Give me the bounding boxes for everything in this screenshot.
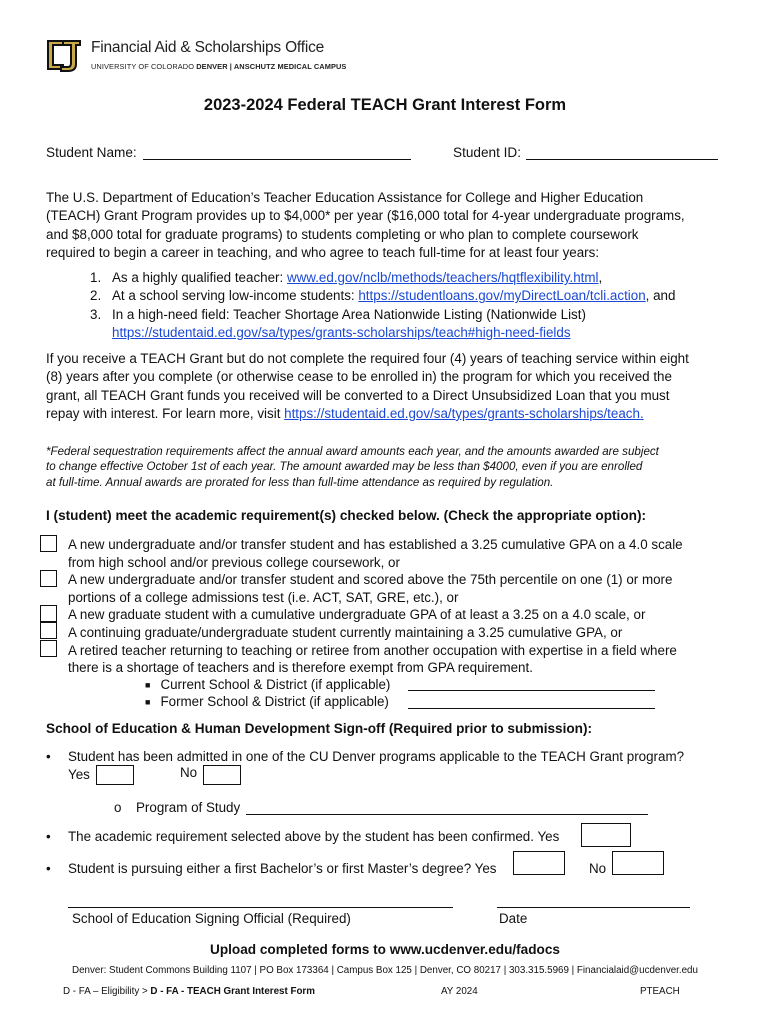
office-address: Denver: Student Commons Building 1107 | PO Box 173364 | Campus Box 125 | Denver, CO 80217 | 303.315.5969 | Financialaid@ucdenver.edu [72, 965, 698, 976]
admitted-no-box[interactable] [203, 765, 241, 785]
teaching-options-list [90, 269, 710, 342]
square-bullet-icon: ■ [145, 680, 151, 690]
student-name-label: Student Name: [46, 145, 137, 160]
admitted-yes-label: Yes [68, 767, 90, 782]
date-line[interactable] [497, 894, 690, 908]
program-of-study-field[interactable] [246, 801, 648, 815]
requirement-confirmed-question: The academic requirement selected above by the student has been confirmed. Yes [68, 829, 560, 844]
continuing-checkbox[interactable] [40, 622, 57, 639]
upload-instructions: Upload completed forms to www.ucdenver.edu/fadocs [210, 942, 560, 957]
test-score-checkbox[interactable] [40, 570, 57, 587]
admitted-no-label: No [180, 765, 198, 780]
cu-logo [44, 34, 84, 76]
tcli-link[interactable]: https://studentloans.gov/myDirectLoan/tcli.action [358, 288, 646, 304]
official-signature-line[interactable] [68, 894, 453, 908]
circle-bullet-icon: o [114, 800, 122, 815]
admitted-yes-box[interactable] [96, 765, 134, 785]
graduate-checkbox[interactable] [40, 605, 57, 622]
signoff-heading: School of Education & Human Development Sign-off (Required prior to submission): [46, 721, 593, 736]
first-degree-no-box[interactable] [612, 851, 664, 875]
date-label: Date [499, 911, 528, 926]
first-degree-yes-box[interactable] [513, 851, 565, 875]
retired-teacher-checkbox[interactable] [40, 640, 57, 657]
official-signature-label: School of Education Signing Official (Required) [72, 911, 351, 926]
intro-line: and $8,000 total for graduate programs) to students completing or who plan to complete coursework [46, 226, 639, 242]
list-item [90, 324, 710, 342]
first-degree-no-label: No [589, 861, 607, 876]
admitted-question: Student has been admitted in one of the CU Denver programs applicable to the TEACH Grant program? [68, 749, 685, 764]
intro-paragraph [46, 189, 726, 262]
student-name-field[interactable] [143, 146, 411, 160]
bullet-dot-icon: • [46, 829, 51, 844]
breadcrumb: D - FA – Eligibility > D - FA - TEACH Grant Interest Form [63, 986, 315, 997]
intro-line: required to begin a career in teaching, and who agree to teach full-time for at least four years: [46, 244, 600, 260]
bullet-dot-icon: • [46, 861, 51, 876]
requirement-options: A new undergraduate and/or transfer student and has established a 3.25 cumulative GPA on a 4.0 scale from high school and/or previous college coursework, or A new undergraduate and/or transfer student and scored above the 75th percentile on one (1) or more portions of a college admissions test (i.e. ACT, SAT, GRE, etc.), or A new graduate student with a cumulative undergraduate GPA of at least a 3.25 on a 4.0 scale, or A continuing graduate/undergraduate student currently maintaining a 3.25 cumulative GPA, or A retired teacher returning to teaching or retiree from another occupation with expertise in a field where there is a shortage of teachers and is therefore exempt from GPA requirement. [68, 537, 683, 676]
former-school-item: ■ Former School & District (if applicable) [145, 694, 389, 709]
current-school-item: ■ Current School & District (if applicable) [145, 677, 391, 692]
org-subtitle: UNIVERSITY OF COLORADO DENVER | ANSCHUTZ MEDICAL CAMPUS [91, 62, 347, 71]
teach-info-link[interactable]: https://studentaid.ed.gov/sa/types/grants-scholarships/teach. [284, 405, 644, 421]
form-title: 2023-2024 Federal TEACH Grant Interest Form [203, 96, 567, 114]
student-id-field[interactable] [526, 146, 718, 160]
list-item: 2. At a school serving low-income students: https://studentloans.gov/myDirectLoan/tcli.action, and [90, 288, 676, 304]
org-name: Financial Aid & Scholarships Office [91, 39, 325, 56]
former-school-field[interactable] [408, 695, 655, 709]
loan-warning-paragraph: If you receive a TEACH Grant but do not complete the required four (4) years of teaching service within eight (8) years after you complete (or otherwise cease to be enrolled in) the program for which you received the grant, all TEACH Grant funds you received will be converted to a Direct Unsubsidized Loan that you must repay with interest. For learn more, visit https://studentaid.ed.gov/sa/types/grants-scholarships/teach. [46, 351, 689, 421]
square-bullet-icon: ■ [145, 697, 151, 707]
sequestration-note: *Federal sequestration requirements affect the annual award amounts each year, and the amounts awarded are subject to change effective October 1st of each year. The amount awarded may be less than $4000, even if you are enrolled at full-time. Annual awards are prorated for less than full-time attendance as required by regulation. [46, 445, 659, 489]
intro-line: The U.S. Department of Education’s Teacher Education Assistance for College and Higher Education [46, 190, 644, 205]
form-code: PTEACH [640, 986, 680, 997]
hqt-link[interactable]: www.ed.gov/nclb/methods/teachers/hqtflexibility.html [286, 270, 599, 285]
gpa-checkbox[interactable] [40, 535, 57, 552]
list-item: 1. As a highly qualified teacher: www.ed.gov/nclb/methods/teachers/hqtflexibility.html, [90, 270, 603, 285]
academic-year: AY 2024 [441, 986, 478, 997]
student-id-label: Student ID: [453, 145, 522, 160]
program-of-study-label: Program of Study [136, 800, 241, 815]
requirement-heading: I (student) meet the academic requirement(s) checked below. (Check the appropriate option): [46, 508, 646, 523]
current-school-field[interactable] [408, 677, 655, 691]
list-item: 3. In a high-need field: Teacher Shortage Area Nationwide Listing (Nationwide List) [90, 306, 586, 322]
first-degree-question: Student is pursuing either a first Bachelor’s or first Master’s degree? Yes [68, 861, 497, 876]
confirmed-yes-box[interactable] [581, 823, 631, 847]
bullet-dot-icon: • [46, 749, 51, 764]
intro-line: (TEACH) Grant Program provides up to $4,000* per year ($16,000 total for 4-year undergraduate programs, [46, 208, 685, 224]
high-need-link[interactable]: https://studentaid.ed.gov/sa/types/grants-scholarships/teach#high-need-fields [112, 324, 571, 340]
